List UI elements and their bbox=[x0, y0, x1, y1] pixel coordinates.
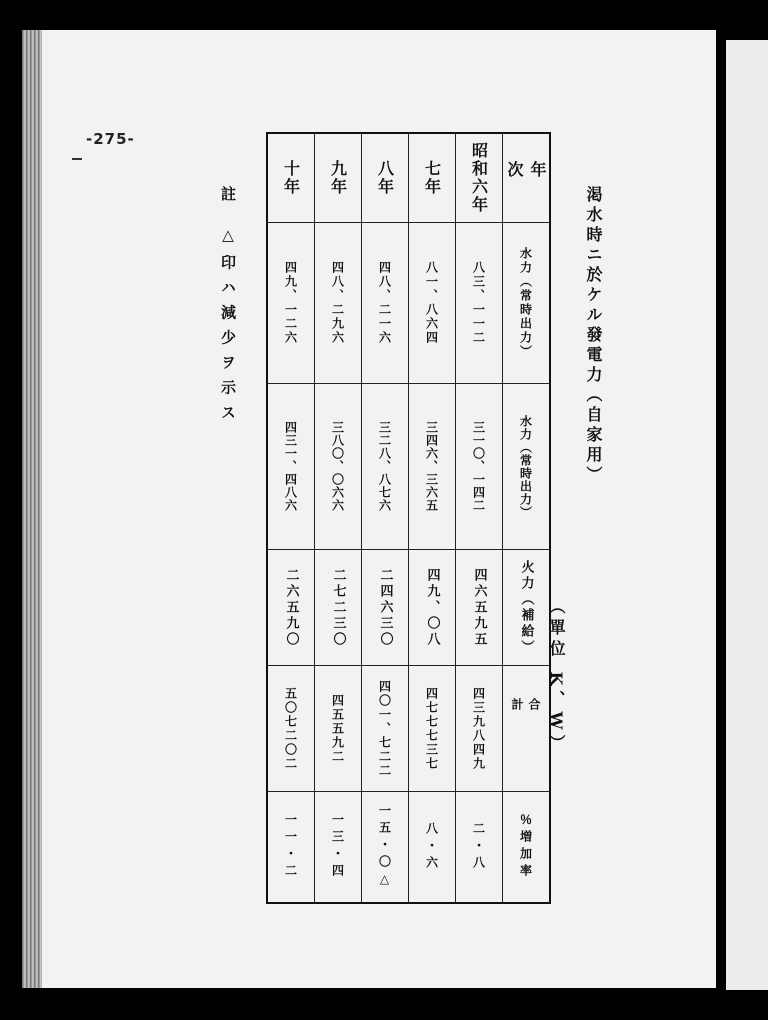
cell-thermal: 二四六三〇 bbox=[362, 550, 409, 666]
header-hydro-a: 水力（常時出力） bbox=[503, 223, 551, 384]
cell-year: 十年 bbox=[267, 133, 315, 223]
cell-year: 九年 bbox=[315, 133, 362, 223]
page-gutter bbox=[716, 36, 726, 994]
cell-hydro-a: 四九、一二六 bbox=[267, 223, 315, 384]
cell-year: 昭和六年 bbox=[456, 133, 503, 223]
book-binding bbox=[22, 30, 42, 988]
cell-year: 七年 bbox=[409, 133, 456, 223]
table-row-year bbox=[267, 133, 550, 223]
table-row-total bbox=[267, 666, 550, 792]
cell-rate: △一五・〇 bbox=[362, 792, 409, 904]
cell-rate: 二・八 bbox=[456, 792, 503, 904]
cell-total: 四五五九二 bbox=[315, 666, 362, 792]
cell-rate: 一三・四 bbox=[315, 792, 362, 904]
margin-mark bbox=[72, 158, 82, 160]
cell-year: 八年 bbox=[362, 133, 409, 223]
header-total: 合 計 bbox=[503, 666, 551, 792]
header-rate: 増加率％ bbox=[503, 792, 551, 904]
cell-hydro-b: 三八〇、〇六六 bbox=[315, 384, 362, 550]
cell-thermal: 四六五九五 bbox=[456, 550, 503, 666]
cell-hydro-b: 三四六、三六五 bbox=[409, 384, 456, 550]
cell-thermal: 二七二三〇 bbox=[315, 550, 362, 666]
table-row-rate bbox=[267, 792, 550, 904]
unit-label: （單位 K、W） bbox=[547, 598, 566, 756]
table-row-hydro-a bbox=[267, 223, 550, 384]
header-hydro-b: 水力（常時出力） bbox=[503, 384, 551, 550]
cell-hydro-b: 四三一、四八六 bbox=[267, 384, 315, 550]
table-note: 註 △印ハ減少ヲ示ス bbox=[219, 186, 237, 430]
cell-rate: 八・六 bbox=[409, 792, 456, 904]
cell-total: 四三九八四九 bbox=[456, 666, 503, 792]
adjacent-page bbox=[726, 40, 768, 990]
page-number: -275- bbox=[86, 130, 135, 148]
power-generation-table bbox=[266, 127, 551, 904]
cell-hydro-a: 八三、一一二 bbox=[456, 223, 503, 384]
cell-hydro-a: 四八、二九六 bbox=[315, 223, 362, 384]
cell-total: 四七七七三七 bbox=[409, 666, 456, 792]
table-row-thermal bbox=[267, 550, 550, 666]
cell-thermal: 二六五九〇 bbox=[267, 550, 315, 666]
cell-hydro-b: 三一〇、一四二 bbox=[456, 384, 503, 550]
header-thermal: 火力（補給） bbox=[503, 550, 551, 666]
cell-total: 五〇七二〇二 bbox=[267, 666, 315, 792]
cell-hydro-a: 四八、二一六 bbox=[362, 223, 409, 384]
table-title: 渇水時ニ於ケル發電力（自家用） bbox=[584, 186, 603, 486]
table-row-hydro-b bbox=[267, 384, 550, 550]
cell-hydro-b: 三二八、八七六 bbox=[362, 384, 409, 550]
cell-rate: 一一・二 bbox=[267, 792, 315, 904]
cell-total: 四〇一、七二二 bbox=[362, 666, 409, 792]
cell-hydro-a: 八一、八六四 bbox=[409, 223, 456, 384]
header-year: 年 次 bbox=[503, 133, 551, 223]
cell-thermal: 四九、〇八 bbox=[409, 550, 456, 666]
